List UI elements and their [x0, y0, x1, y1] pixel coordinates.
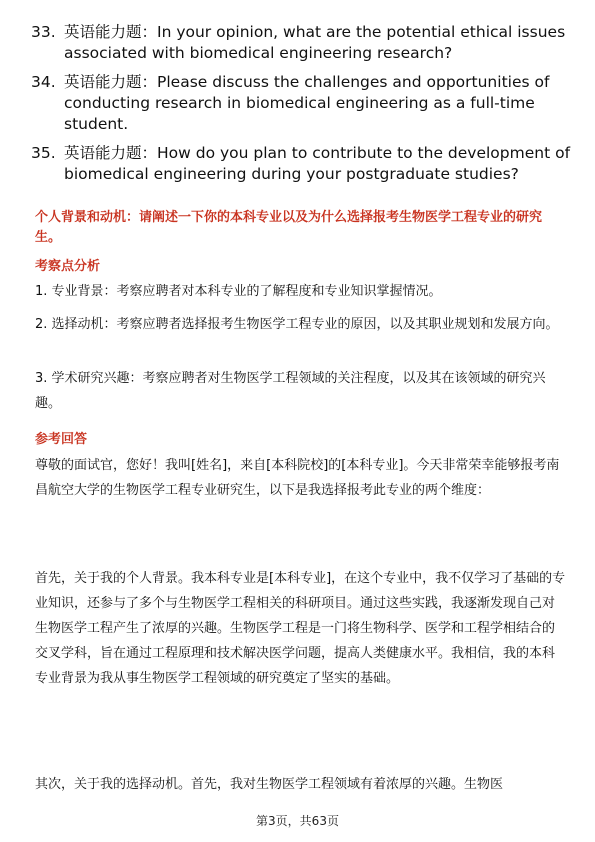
- question-text: 英语能力题：Please discuss the challenges and opportunities of conducting research in biomedical engineering as a full-time student.: [64, 73, 550, 133]
- page-number: 第3页，共63页: [256, 814, 339, 828]
- question-list: [0, 22, 595, 193]
- question-title: 个人背景和动机：请阐述一下你的本科专业以及为什么选择报考生物医学工程专业的研究生。: [35, 210, 543, 245]
- analysis-item: 2. 选择动机：考察应聘者选择报考生物医学工程专业的原因，以及其职业规划和发展方向。: [35, 317, 559, 332]
- answer-paragraph: 首先，关于我的个人背景。我本科专业是[本科专业]，在这个专业中，我不仅学习了基础的专业知识，还参与了多个与生物医学工程相关的科研项目。通过这些实践，我逐渐发现自己对生物医学工程产生了浓厚的兴趣。生物医学工程是一门将生物科学、医学和工程学相结合的交叉学科，旨在通过工程原理和技术解决医学问题，提高人类健康水平。我相信，我的本科专业背景为我从事生物医学工程领域的研究奠定了坚实的基础。: [35, 571, 566, 686]
- answer-paragraph: 其次，关于我的选择动机。首先，我对生物医学工程领域有着浓厚的兴趣。生物医: [35, 777, 504, 792]
- question-number: 35.: [31, 144, 56, 162]
- answer-paragraph: 尊敬的面试官，您好！我叫[姓名]，来自[本科院校]的[本科专业]。今天非常荣幸能够报考南昌航空大学的生物医学工程专业研究生，以下是我选择报考此专业的两个维度：: [35, 458, 560, 498]
- analysis-item: 1. 专业背景：考察应聘者对本科专业的了解程度和专业知识掌握情况。: [35, 284, 442, 299]
- question-number: 33.: [31, 23, 56, 41]
- question-item-34: [0, 72, 595, 135]
- question-item-35: [0, 143, 595, 185]
- analysis-heading: 考察点分析: [35, 259, 101, 274]
- answer-heading: 参考回答: [35, 432, 88, 447]
- question-number: 34.: [31, 73, 56, 91]
- analysis-item: 3. 学术研究兴趣：考察应聘者对生物医学工程领域的关注程度，以及其在该领域的研究兴趣。: [35, 371, 546, 411]
- question-item-33: [0, 22, 595, 64]
- question-text: 英语能力题：How do you plan to contribute to the development of biomedical engineering during your postgraduate studies?: [64, 144, 571, 183]
- question-text: 英语能力题：In your opinion, what are the potential ethical issues associated with biomedical engineering research?: [64, 23, 566, 62]
